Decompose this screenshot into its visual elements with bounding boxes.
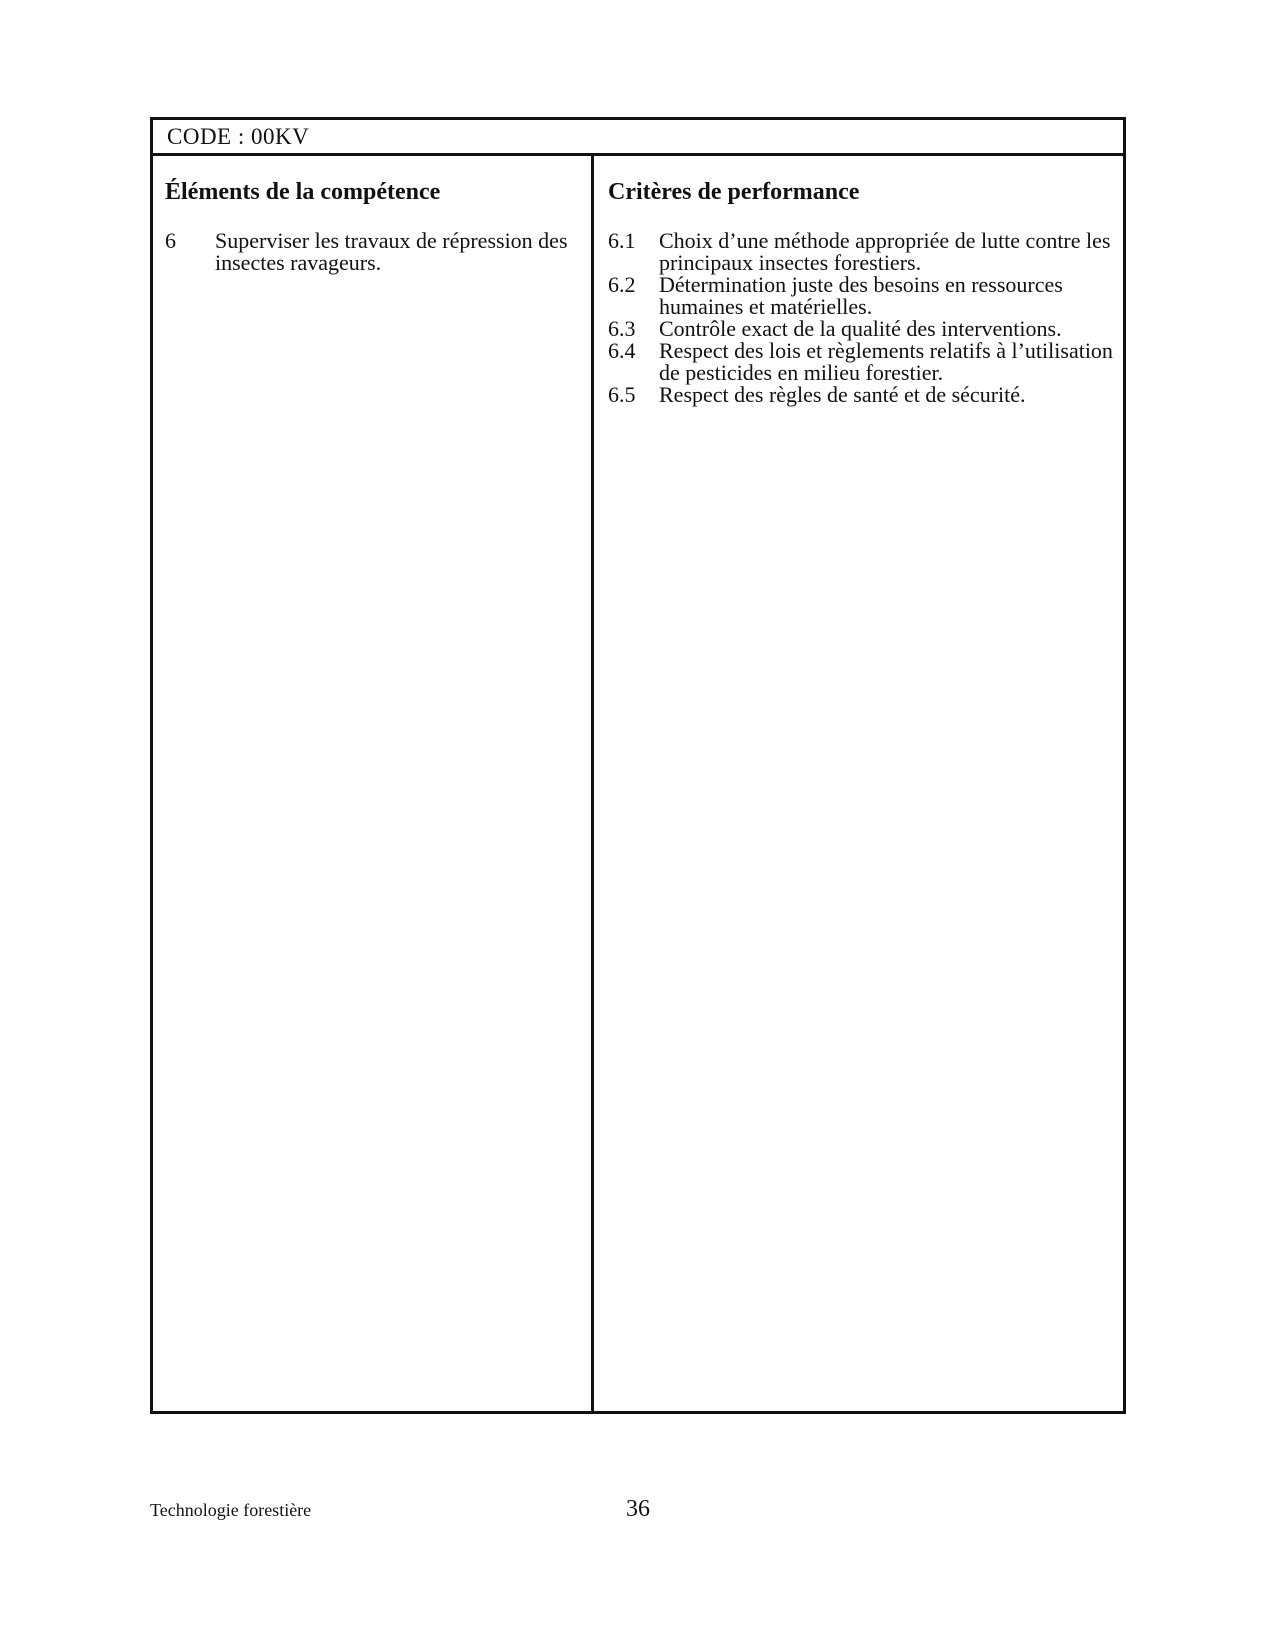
footer-program-name: Technologie forestière (150, 1500, 312, 1520)
criterion-item (608, 384, 1113, 406)
criterion-text: Contrôle exact de la qualité des interventions. (659, 316, 1062, 341)
element-number: 6 (165, 228, 176, 253)
criterion-item (608, 274, 1113, 318)
element-text: Superviser les travaux de répression des insectes ravageurs. (215, 228, 568, 275)
criterion-number: 6.3 (608, 316, 636, 341)
criterion-text: Choix d’une méthode appropriée de lutte contre les principaux insectes forestiers. (659, 228, 1111, 275)
criterion-number: 6.4 (608, 338, 636, 363)
competency-element (165, 230, 575, 274)
column-divider (591, 156, 594, 1411)
criterion-item (608, 230, 1113, 274)
criterion-number: 6.5 (608, 382, 636, 407)
criterion-text: Détermination juste des besoins en ressources humaines et matérielles. (659, 272, 1063, 319)
page-number: 36 (626, 1496, 650, 1522)
competency-table (150, 117, 1126, 1414)
criterion-number: 6.1 (608, 228, 636, 253)
code-row (153, 120, 1123, 156)
criterion-item (608, 318, 1113, 340)
code-label: CODE : 00KV (167, 124, 310, 149)
criterion-item (608, 340, 1113, 384)
criterion-number: 6.2 (608, 272, 636, 297)
criterion-text: Respect des règles de santé et de sécurité. (659, 382, 1026, 407)
criteria-heading: Critères de performance (608, 179, 860, 205)
criterion-text: Respect des lois et règlements relatifs à l’utilisation de pesticides en milieu forestier. (659, 338, 1113, 385)
criteria-list (608, 230, 1113, 406)
elements-heading: Éléments de la compétence (165, 179, 441, 205)
